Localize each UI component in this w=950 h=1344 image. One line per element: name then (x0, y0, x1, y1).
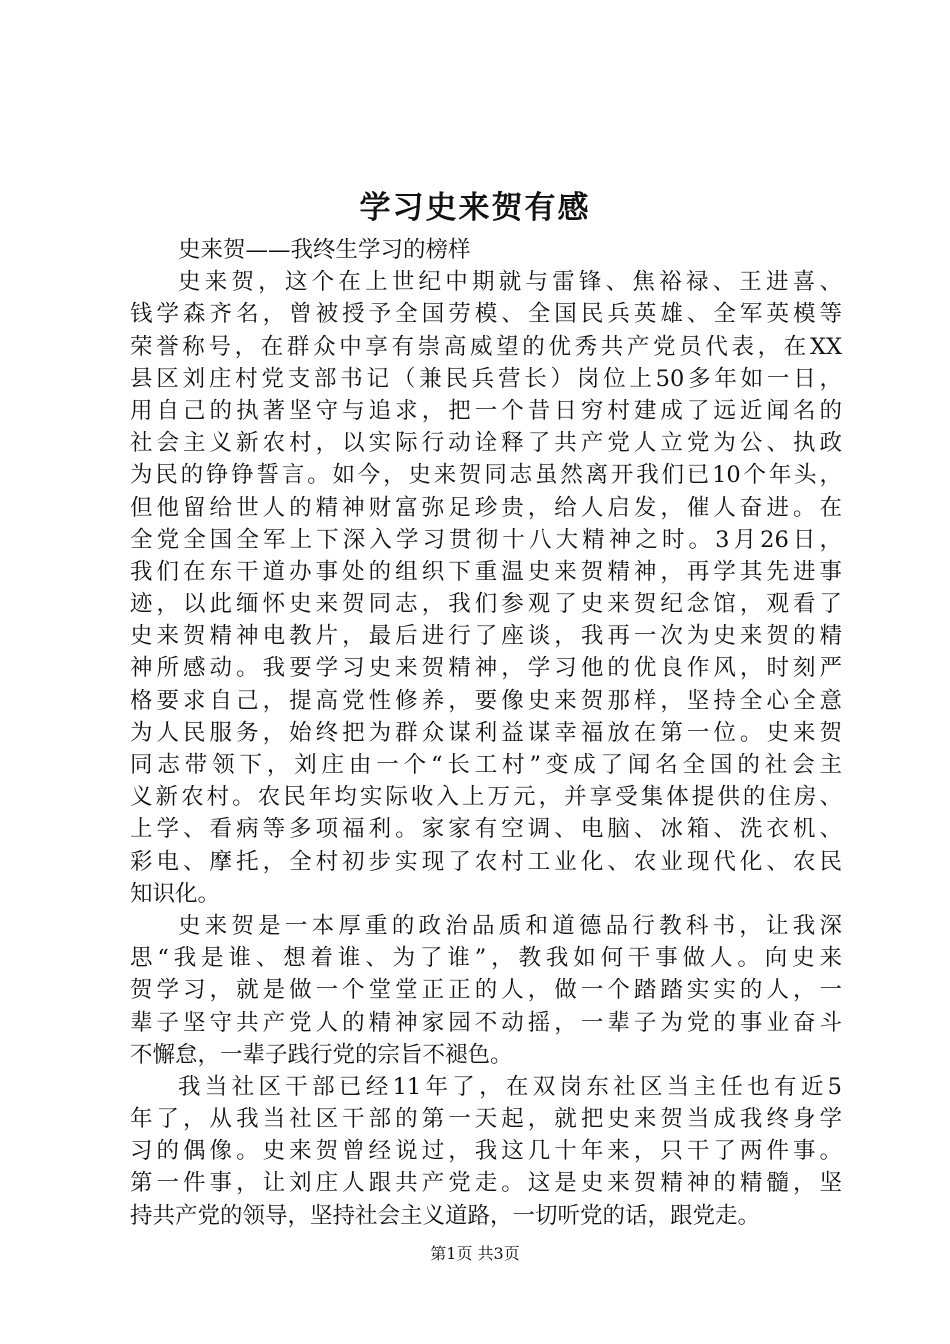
page-footer: 第1页 共3页 (430, 1244, 520, 1263)
text-line: 我们在东干道办事处的组织下重温史来贺精神，再学其先进事 (130, 558, 842, 585)
text-line: 荣誉称号，在群众中享有崇高威望的优秀共产党员代表，在XX (130, 333, 842, 360)
text-line: 史来贺，这个在上世纪中期就与雷锋、焦裕禄、王进喜、 (178, 269, 842, 296)
text-line: 思“我是谁、想着谁、为了谁”，教我如何干事做人。向史来 (130, 945, 842, 972)
text-line: 义新农村。农民年均实际收入上万元，并享受集体提供的住房、 (130, 784, 842, 811)
text-line: 第一件事，让刘庄人跟共产党走。这是史来贺精神的精髓，坚 (130, 1170, 842, 1197)
text-line: 不懈怠，一辈子践行党的宗旨不褪色。 (130, 1041, 513, 1068)
text-line: 习的偶像。史来贺曾经说过，我这几十年来，只干了两件事。 (130, 1138, 842, 1165)
text-line: 史来贺是一本厚重的政治品质和道德品行教科书，让我深 (178, 912, 842, 939)
text-line: 贺学习，就是做一个堂堂正正的人，做一个踏踏实实的人，一 (130, 977, 842, 1004)
text-line: 彩电、摩托，全村初步实现了农村工业化、农业现代化、农民 (130, 848, 842, 875)
text-line: 钱学森齐名，曾被授予全国劳模、全国民兵英雄、全军英模等 (130, 301, 842, 328)
text-line: 我当社区干部已经11年了，在双岗东社区当主任也有近5 (178, 1073, 842, 1100)
document-title: 学习史来贺有感 (359, 190, 591, 226)
text-line: 格要求自己，提高党性修养，要像史来贺那样，坚持全心全意 (130, 687, 842, 714)
text-line: 迹，以此缅怀史来贺同志，我们参观了史来贺纪念馆，观看了 (130, 591, 842, 618)
text-line: 辈子坚守共产党人的精神家园不动摇，一辈子为党的事业奋斗 (130, 1009, 842, 1036)
text-line: 史来贺——我终生学习的榜样 (178, 237, 471, 263)
paragraph (130, 234, 842, 266)
text-line: 用自己的执著坚守与追求，把一个昔日穷村建成了远近闻名的 (130, 397, 842, 424)
text-line: 同志带领下，刘庄由一个“长工村”变成了闻名全国的社会主 (130, 752, 842, 778)
text-line: 神所感动。我要学习史来贺精神，学习他的优良作风，时刻严 (130, 655, 842, 682)
paragraph (130, 910, 842, 1071)
text-line: 年了，从我当社区干部的第一天起，就把史来贺当成我终身学 (130, 1106, 842, 1133)
text-line: 知识化。 (130, 880, 221, 907)
text-line: 持共产党的领导，坚持社会主义道路，一切听党的话，跟党走。 (130, 1202, 761, 1229)
text-line: 上学、看病等多项福利。家家有空调、电脑、冰箱、洗衣机、 (130, 816, 842, 843)
text-line: 为民的铮铮誓言。如今，史来贺同志虽然离开我们已10个年头， (130, 462, 842, 489)
document-body (130, 234, 842, 1232)
paragraph (130, 266, 842, 910)
text-line: 史来贺精神电教片，最后进行了座谈，我再一次为史来贺的精 (130, 623, 842, 650)
text-line: 为人民服务，始终把为群众谋利益谋幸福放在第一位。史来贺 (130, 719, 842, 746)
text-line: 县区刘庄村党支部书记（兼民兵营长）岗位上50多年如一日， (130, 365, 842, 392)
text-line: 但他留给世人的精神财富弥足珍贵，给人启发，催人奋进。在 (130, 494, 842, 521)
paragraph (130, 1071, 842, 1232)
text-line: 社会主义新农村，以实际行动诠释了共产党人立党为公、执政 (130, 430, 842, 457)
text-line: 全党全国全军上下深入学习贯彻十八大精神之时。3月26日， (130, 526, 842, 553)
